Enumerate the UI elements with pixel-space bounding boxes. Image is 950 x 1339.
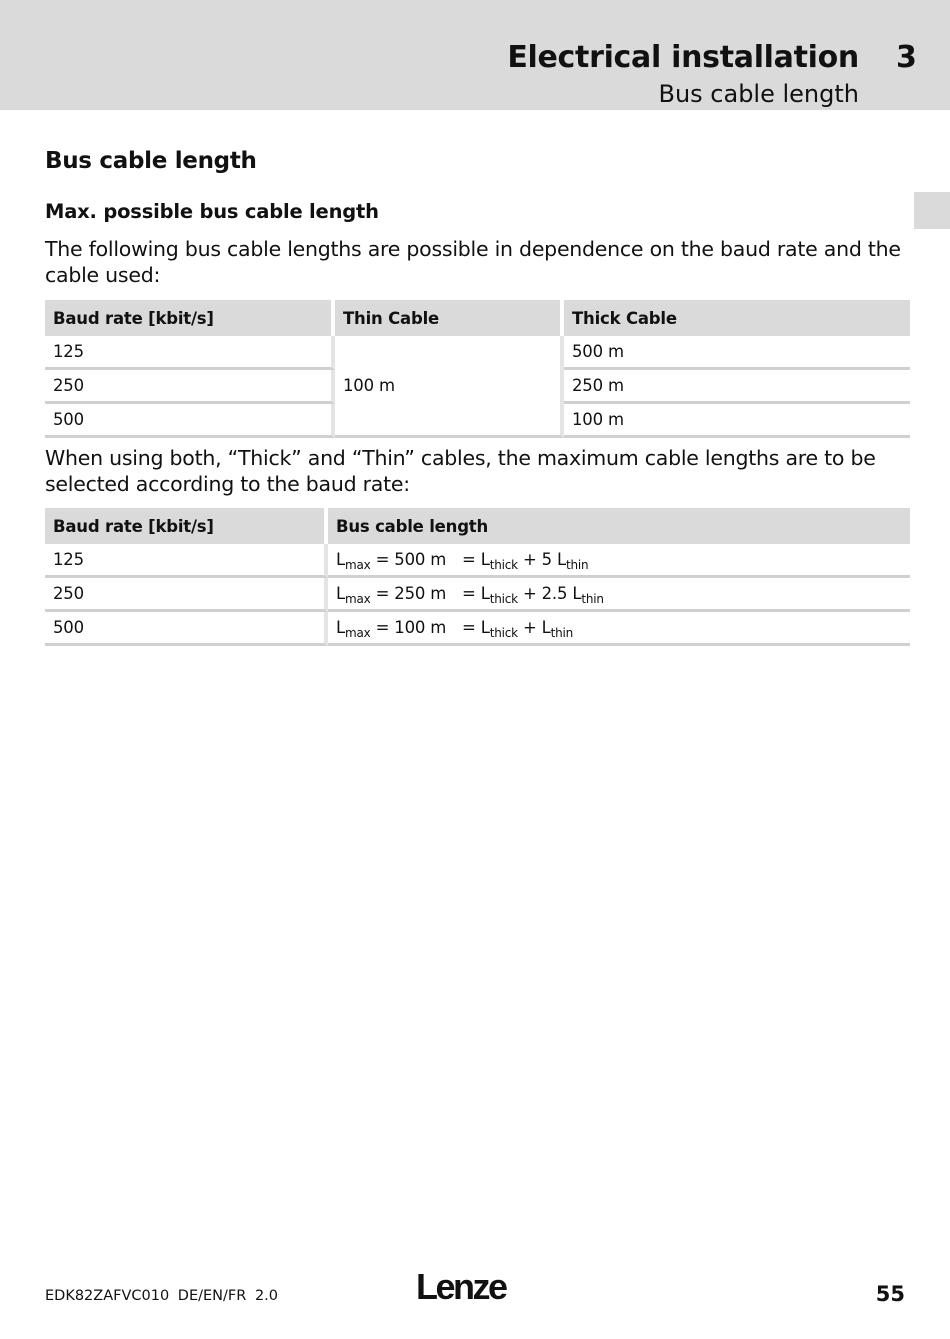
chapter-number: 3 <box>896 40 917 75</box>
baud-cell: 500 <box>45 404 335 438</box>
cable-length-table <box>45 300 910 438</box>
thick-cable-cell: 500 m <box>564 336 910 370</box>
table-header-row <box>45 300 910 336</box>
mixed-cable-table <box>45 508 910 646</box>
chapter-subtitle: Bus cable length <box>658 80 859 108</box>
thick-cable-cell: 100 m <box>564 404 910 438</box>
lenze-logo: Lenze <box>416 1266 506 1307</box>
baud-cell: 500 <box>45 612 328 646</box>
table-header-row <box>45 508 910 544</box>
chapter-title: Electrical installation <box>507 40 859 75</box>
formula-cell: $L_{max} = 100$ $m = L_{thick} + L_{thin}$ <box>328 612 910 646</box>
baud-cell: 125 <box>45 336 335 370</box>
page-number: 55 <box>875 1282 905 1306</box>
baud-cell: 250 <box>45 578 328 612</box>
formula-cell: $L_{max} = 500$ $m = L_{thick} + 5$ $L_{thin}$ <box>328 544 910 578</box>
intro-paragraph: The following bus cable lengths are possible in dependence on the baud rate and the cable used: <box>45 237 901 287</box>
chapter-side-tab <box>914 192 950 229</box>
header-thick-cable: Thick Cable <box>564 300 910 336</box>
section-heading: Bus cable length <box>45 148 257 174</box>
table-row <box>45 612 910 646</box>
mixed-cable-paragraph: When using both, “Thick” and “Thin” cables, the maximum cable lengths are to be selected according to the baud rate: <box>45 446 876 496</box>
header-thin-cable: Thin Cable <box>335 300 564 336</box>
header-baud-rate: Baud rate [kbit/s] <box>45 300 335 336</box>
document-id: EDK82ZAFVC010 DE/EN/FR 2.0 <box>45 1288 278 1304</box>
thin-cable-cell: 100 m <box>335 336 564 438</box>
header-baud-rate: Baud rate [kbit/s] <box>45 508 328 544</box>
baud-cell: 125 <box>45 544 328 578</box>
table-row <box>45 544 910 578</box>
table-row <box>45 336 910 370</box>
baud-cell: 250 <box>45 370 335 404</box>
thick-cable-cell: 250 m <box>564 370 910 404</box>
header-bus-cable-length: Bus cable length <box>328 508 910 544</box>
formula-cell: $L_{max} = 250$ $m = L_{thick} + 2.5$ $L_{thin}$ <box>328 578 910 612</box>
sub-heading: Max. possible bus cable length <box>45 200 379 223</box>
table-row <box>45 578 910 612</box>
